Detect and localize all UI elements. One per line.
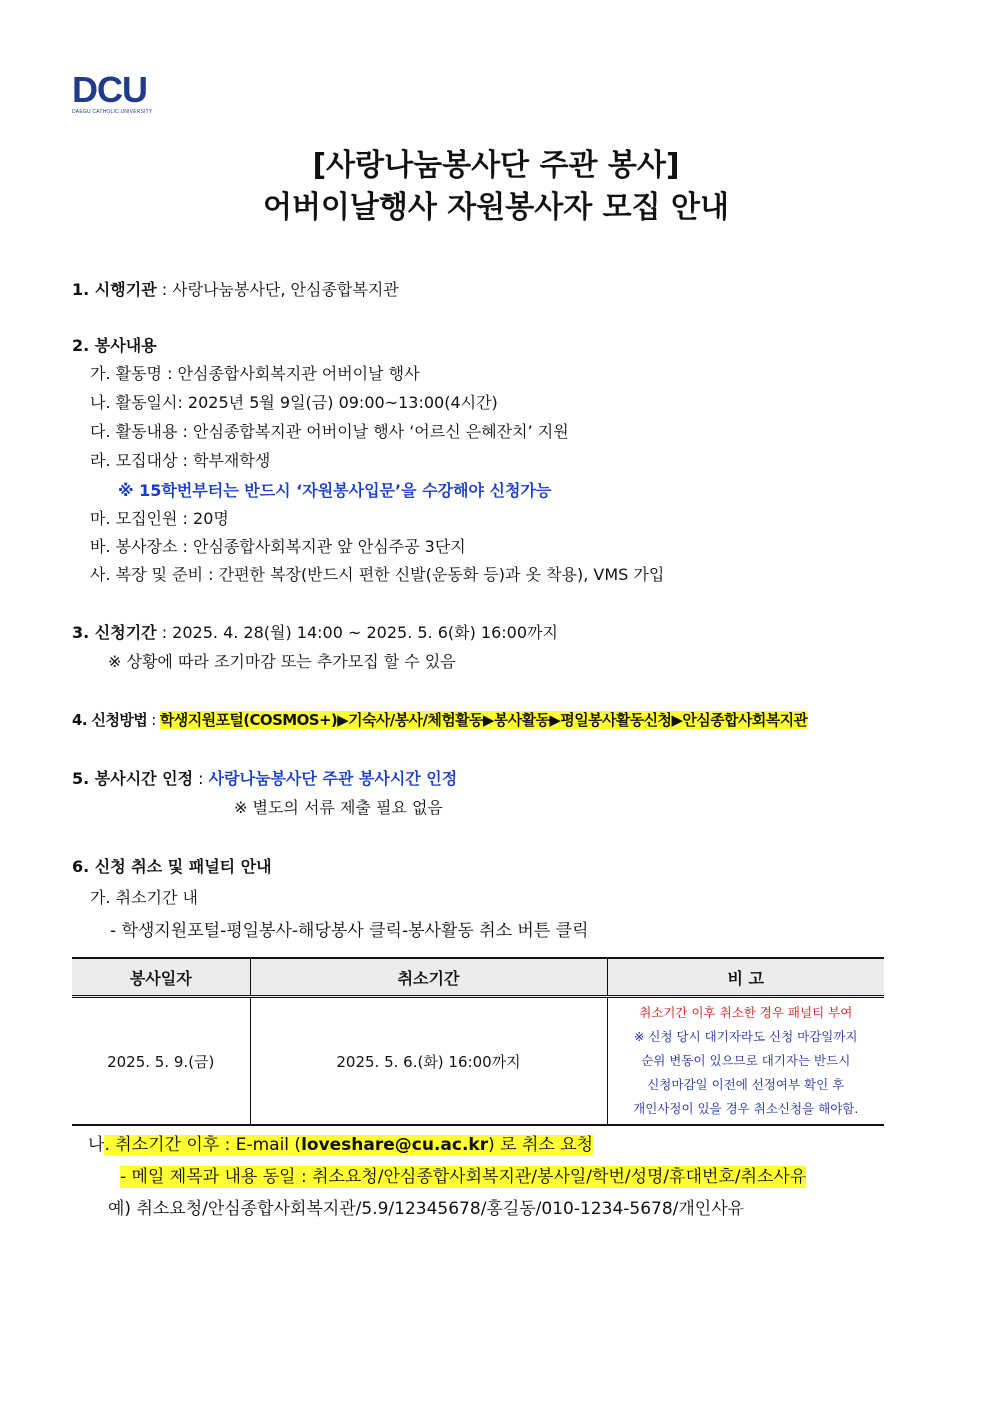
title-line-1: [사랑나눔봉사단 주관 봉사] — [312, 148, 680, 183]
note-line-3: 신청마감일 이전에 선정여부 확인 후 — [647, 1077, 845, 1092]
section-5-value: 사랑나눔봉사단 주관 봉사시간 인정 — [208, 769, 458, 788]
section-5-sep: : — [193, 769, 209, 788]
cancel-table — [72, 957, 884, 1126]
section-4 — [72, 709, 807, 731]
section-4-label: 4. 신청방법 — [72, 711, 148, 729]
section-2-notice: ※ 15학번부터는 반드시 ‘자원봉사입문’을 수강해야 신청가능 — [118, 481, 552, 500]
header-note: 비 고 — [607, 958, 884, 997]
section-6-sub-a: 가. 취소기간 내 — [90, 888, 198, 907]
section-5 — [72, 768, 457, 790]
section-3-value: 2025. 4. 28(월) 14:00 ~ 2025. 5. 6(화) 16:00까지 — [172, 623, 558, 642]
section-2-item-2: 나. 활동일시: 2025년 5월 9일(금) 09:00~13:00(4시간) — [90, 393, 498, 412]
header-date: 봉사일자 — [72, 958, 250, 997]
section-6-example: 예) 취소요청/안심종합사회복지관/5.9/12345678/홍길동/010-1234-5678/개인사유 — [108, 1199, 745, 1219]
dcu-logo — [72, 69, 153, 115]
note-penalty: 취소기간 이후 취소한 경우 패널티 부여 — [639, 1005, 853, 1020]
section-2-item-7: 사. 복장 및 준비 : 간편한 복장(반드시 편한 신발(운동화 등)과 옷 착용), VMS 가입 — [90, 565, 665, 584]
note-line-4: 개인사정이 있을 경우 취소신청을 해야함. — [633, 1101, 859, 1116]
section-6-sub-b — [88, 1134, 593, 1156]
section-4-value: 학생지원포털(COSMOS+)▶기숙사/봉사/체험활동▶봉사활동▶평일봉사활동신청▶안심종합사회복지관 — [159, 711, 808, 729]
section-1-label: 1. 시행기관 — [72, 280, 157, 299]
section-6-mail-rule: - 메일 제목과 내용 동일 : 취소요청/안심종합사회복지관/봉사일/학번/성명/휴대번호/취소사유 — [120, 1167, 807, 1187]
section-5-note: ※ 별도의 서류 제출 필요 없음 — [234, 798, 443, 817]
section-3-note: ※ 상황에 따라 조기마감 또는 추가모집 할 수 있음 — [108, 652, 456, 671]
cell-period: 2025. 5. 6.(화) 16:00까지 — [250, 997, 607, 1126]
email-link[interactable]: loveshare@cu.ac.kr — [301, 1135, 489, 1155]
section-6-sub-a-detail: - 학생지원포털-평일봉사-해당봉사 클릭-봉사활동 취소 버튼 클릭 — [110, 921, 589, 941]
section-1-sep: : — [156, 280, 173, 299]
section-3 — [72, 622, 558, 644]
sub-b-text — [104, 1135, 593, 1155]
cell-note — [607, 997, 884, 1126]
section-6-label: 6. 신청 취소 및 패널티 안내 — [72, 857, 272, 876]
section-1-value: 사랑나눔봉사단, 안심종합복지관 — [172, 280, 399, 299]
section-2-item-3: 다. 활동내용 : 안심종합복지관 어버이날 행사 ‘어르신 은혜잔치’ 지원 — [90, 422, 569, 441]
section-3-sep: : — [156, 623, 173, 642]
sub-b-suffix: ) 로 취소 요청 — [488, 1135, 594, 1155]
section-2-item-5: 마. 모집인원 : 20명 — [90, 509, 229, 528]
note-line-1: ※ 신청 당시 대기자라도 신청 마감일까지 — [633, 1029, 858, 1044]
section-1 — [72, 279, 399, 301]
note-line-2: 순위 변동이 있으므로 대기자는 반드시 — [641, 1053, 851, 1068]
section-4-sep: : — [147, 711, 160, 729]
section-2-item-4: 라. 모집대상 : 학부재학생 — [90, 451, 271, 470]
section-2-item-6: 바. 봉사장소 : 안심종합사회복지관 앞 안심주공 3단지 — [90, 537, 466, 556]
cell-date: 2025. 5. 9.(금) — [72, 997, 250, 1126]
table-header-row — [72, 958, 884, 997]
sub-b-main: . 취소기간 이후 : E-mail ( — [104, 1135, 302, 1155]
section-3-label: 3. 신청기간 — [72, 623, 157, 642]
title-line-2: 어버이날행사 자원봉사자 모집 안내 — [262, 190, 730, 225]
table-row — [72, 997, 884, 1126]
section-5-label: 5. 봉사시간 인정 — [72, 769, 194, 788]
header-period: 취소기간 — [250, 958, 607, 997]
section-2-label: 2. 봉사내용 — [72, 336, 157, 355]
sub-b-prefix: 나 — [88, 1135, 105, 1155]
section-2-item-1: 가. 활동명 : 안심종합사회복지관 어버이날 행사 — [90, 364, 420, 383]
logo-subtext: DAEGU CATHOLIC UNIVERSITY — [72, 109, 153, 115]
logo-text: DCU — [72, 69, 147, 110]
